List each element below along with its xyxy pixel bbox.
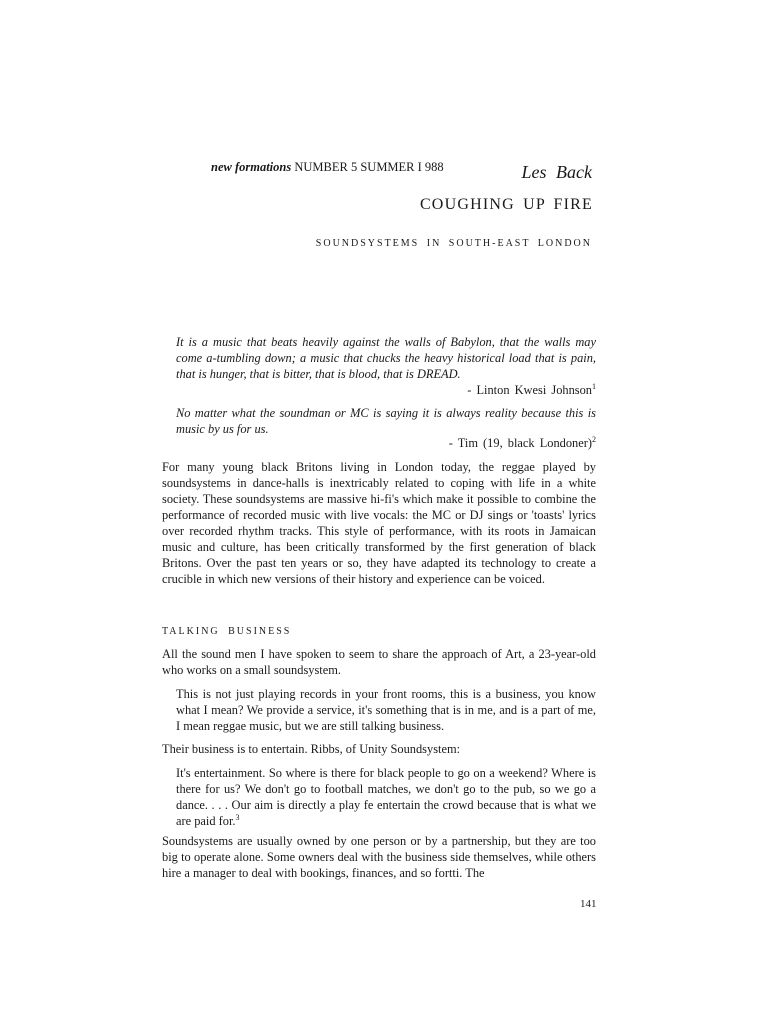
section-heading: TALKING BUSINESS <box>162 626 292 637</box>
epigraph-1: It is a music that beats heavily against the walls of Babylon, that the walls may come a-tumbling down; a music that chucks the heavy historical load that is pain, that is hunger, that is bitter, that is blood, that is DREAD. <box>176 335 596 381</box>
footnote-marker[interactable]: 3 <box>235 812 240 822</box>
paragraph-3: Soundsystems are usually owned by one person or by a partnership, but they are too big to operate alone. Some owners deal with the business side themselves, while others hire a manager to deal with bookings, finances, and so fortti. The <box>162 834 596 880</box>
block-quote-2-text: It's entertainment. So where is there for black people to go on a weekend? Where is there for us? We don't go to football matches, we don't go to the pub, so we go a dance. . . . Our aim is directly a play fe entertain the crowd because that is what we are paid for. <box>176 766 596 828</box>
article-subtitle: SOUNDSYSTEMS IN SOUTH-EAST LONDON <box>315 238 592 249</box>
epigraph-1-attribution <box>467 382 596 398</box>
attribution-text: - Tim (19, black Londoner) <box>448 436 592 451</box>
article-title: COUGHING UP FIRE <box>419 196 593 213</box>
paragraph-2: Their business is to entertain. Ribbs, of Unity Soundsystem: <box>162 742 461 756</box>
author-name: Les Back <box>521 162 592 182</box>
block-quote-1: This is not just playing records in your front rooms, this is a business, you know what I mean? We provide a service, it's something that is in me, and is a part of me, I mean reggae music, but we are still talking business. <box>176 687 596 733</box>
attribution-text: - Linton Kwesi Johnson <box>467 383 592 398</box>
journal-header <box>211 160 444 175</box>
intro-paragraph: For many young black Britons living in London today, the reggae played by soundsystems in dance-halls is inextricably related to coping with life in a white society. These soundsystems are massive hi-fi's which make it possible to combine the performance of recorded music with live vocals: the MC or DJ sings or 'toasts' lyrics over recorded rhythm tracks. This style of performance, with its roots in Jamaican music and culture, has been critically transformed by the first generation of black Britons. Over the past ten years or so, they have adapted its technology to create a crucible in which new versions of their history and experience can be voiced. <box>162 460 596 586</box>
block-quote-2 <box>176 765 596 829</box>
footnote-marker[interactable]: 2 <box>592 435 596 444</box>
footnote-marker[interactable]: 1 <box>592 382 596 391</box>
epigraph-2: No matter what the soundman or MC is saying it is always reality because this is music by us for us. <box>176 406 596 436</box>
page-number: 141 <box>580 898 597 910</box>
journal-name: new formations <box>211 160 292 174</box>
epigraph-2-attribution <box>449 435 596 451</box>
journal-issue: NUMBER 5 SUMMER I 988 <box>291 160 444 174</box>
paragraph-1: All the sound men I have spoken to seem to share the approach of Art, a 23-year-old who works on a small soundsystem. <box>162 647 596 677</box>
